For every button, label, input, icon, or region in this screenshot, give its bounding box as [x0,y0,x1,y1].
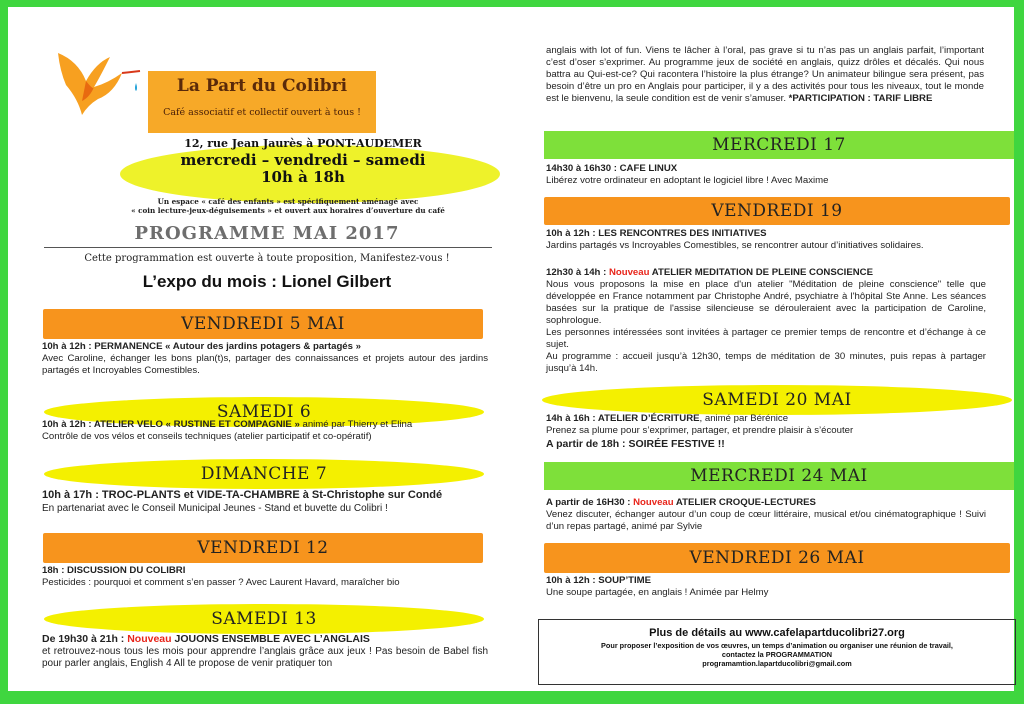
opening-days: mercredi – vendredi – samedi [180,151,426,169]
event-title-rest: animé par Thierry et Elina [299,419,413,430]
event-body: Prenez sa plume pour s’exprimer, partager, et prendre plaisir à s’écouter [546,425,854,436]
header-vendredi-12: VENDREDI 12 [43,533,483,563]
event-body: Avec Caroline, échanger les bons plan(t)s, partager des connaissances et projets autour des jardins partagés et Incroyables Comestibles. [42,353,488,376]
event-souptime [546,575,986,599]
logo-title: La Part du Colibri [176,76,348,96]
header-samedi-20: SAMEDI 20 MAI [542,385,1012,415]
contact-email: programamtion.lapartducolibri@gmail.com [702,659,852,668]
event-troc-plants [42,488,488,516]
intro-line-1: Un espace « café des enfants » est spécifiquement aménagé avec [157,197,419,206]
event-croque-lectures [546,497,986,533]
event-title: ATELIER MEDITATION DE PLEINE CONSCIENCE [649,267,873,278]
logo-subtitle: Café associatif et collectif ouvert à tous ! [163,107,361,118]
contact-line-2: contactez la PROGRAMMATION [721,650,833,659]
event-discussion [42,565,488,589]
event-permanence [42,341,488,377]
event-time: De 19h30 à 21h : [42,633,128,645]
header-samedi-6: SAMEDI 6 [44,397,484,427]
event-body: Une soupe partagée, en anglais ! Animée par Helmy [546,587,769,598]
event-body: et retrouvez-nous tous les mois pour apprendre l’anglais grâce aux jeux ! Pas besoin de Babel fish pour parler anglais, English 4 All te propose de venir pratiquer ton [42,646,488,669]
hummingbird-logo-icon [48,43,148,139]
anglais-continued [546,45,984,105]
event-rencontres [546,228,986,252]
event-body: Nous vous proposons la mise en place d'un atelier "Méditation de pleine conscience" telle que développée en France notamment par Christophe André, psychiatre à l'hôpital Ste Anne. Les séances basées sur la pratique de l'assise silencieuse se dérouleraient avec la participation de Caroline, sophrologue. [546,279,986,326]
contact-info [539,641,1015,668]
header-vendredi-5: VENDREDI 5 MAI [43,309,483,339]
header-vendredi-26: VENDREDI 26 MAI [544,543,1010,573]
header-mercredi-24: MERCREDI 24 MAI [544,462,1014,490]
continued-text: anglais with lot of fun. Viens te lâcher à l’oral, pas grave si tu n’as pas un anglais parfait, l’important c’est d’oser s’exprimer. Au programme jeux de société en anglais, quizz drôles et décalés. Qui nous battra au Qui-est-ce? Qui racontera l’histoire la plus étrange? Un animateur bilingue sera présent, pas besoin d’être un pro en Anglais pour participer, il y a des activités pour tous les niveaux, tout le monde est le bienvenu, la seule condition est de venir s’amuser. [546,45,984,104]
title-divider [44,247,492,248]
header-dimanche-7: DIMANCHE 7 [44,459,484,489]
event-time: A partir de 16H30 : [546,497,634,508]
event-title-rest: , animé par Bérénice [699,413,789,424]
header-mercredi-17: MERCREDI 17 [544,131,1014,159]
cafe-intro [78,197,498,215]
event-body: Pesticides : pourquoi et comment s’en passer ? Avec Laurent Havard, maraîcher bio [42,577,400,588]
event-body: Jardins partagés vs Incroyables Comestibles, se rencontrer autour d’initiatives solidaires. [546,240,924,251]
event-title: JOUONS ENSEMBLE AVEC L’ANGLAIS [171,633,370,645]
more-info-box [538,619,1016,685]
event-meditation [546,267,986,375]
intro-line-2: « coin lecture-jeux-déguisements » et ouvert aux horaires d’ouverture du café [131,206,445,215]
nouveau-badge: Nouveau [633,497,674,508]
contact-line-1: Pour proposer l’exposition de vos œuvres, un temps d’animation ou organiser une réunion de travail, [601,641,953,650]
event-body: En partenariat avec le Conseil Municipal Jeunes - Stand et buvette du Colibri ! [42,503,388,514]
event-body-3: Au programme : accueil jusqu’à 12h30, temps de méditation de 30 minutes, puis repas à partager jusqu’à 14h. [546,351,986,374]
nouveau-badge: Nouveau [127,633,172,645]
header-vendredi-19: VENDREDI 19 [544,197,1010,225]
event-body: Contrôle de vos vélos et conseils techniques (atelier participatif et co-opératif) [42,431,372,442]
event-time: 12h30 à 14h : [546,267,609,278]
address-street: 12, rue Jean Jaurès à PONT-AUDEMER [184,137,422,150]
flyer-page [8,7,1014,691]
more-details-link: Plus de détails au www.cafelapartducolibri27.org [649,627,905,639]
event-atelier-velo [42,419,488,443]
soiree-festive: A partir de 18h : SOIRÉE FESTIVE !! [546,438,725,450]
event-cafe-linux [546,163,986,187]
event-title: 10h à 12h : LES RENCONTRES DES INITIATIVES [546,228,767,239]
nouveau-badge: Nouveau [608,267,650,278]
event-title: 10h à 12h : PERMANENCE « Autour des jardins potagers & partagés » [42,341,361,352]
event-body: Venez discuter, échanger autour d’un coup de cœur littéraire, musical et/ou cinématographique ! Suivi d’un repas partagé, animé par Sylvie [546,509,986,532]
event-body: Libérez votre ordinateur en adoptant le logiciel libre ! Avec Maxime [546,175,829,186]
logo-banner [148,71,376,133]
event-title: 14h à 16h : ATELIER D’ÉCRITURE [546,413,700,424]
event-title: 10h à 17h : TROC-PLANTS et VIDE-TA-CHAMBRE à St-Christophe sur Condé [42,489,443,501]
event-body-2: Les personnes intéressées sont invitées à partager ce premier temps de rencontre et d’échange à ce sujet. [546,327,986,350]
event-ecriture [546,413,986,451]
event-title: 18h : DISCUSSION DU COLIBRI [42,565,186,576]
participation-note: *PARTICIPATION : TARIF LIBRE [788,93,933,104]
event-title: 10h à 12h : ATELIER VELO « RUSTINE ET COMPAGNIE » [42,419,300,430]
programme-title: PROGRAMME MAI 2017 [134,223,400,244]
event-anglais [42,633,488,670]
expo-of-month: L’expo du mois : Lionel Gilbert [142,272,392,291]
open-programme-note: Cette programmation est ouverte à toute proposition, Manifestez-vous ! [84,253,450,264]
event-title: 14h30 à 16h30 : CAFE LINUX [546,163,678,174]
opening-hours: 10h à 18h [261,168,345,186]
header-samedi-13: SAMEDI 13 [44,604,484,634]
event-title: 10h à 12h : SOUP’TIME [546,575,652,586]
event-title: ATELIER CROQUE-LECTURES [673,497,816,508]
